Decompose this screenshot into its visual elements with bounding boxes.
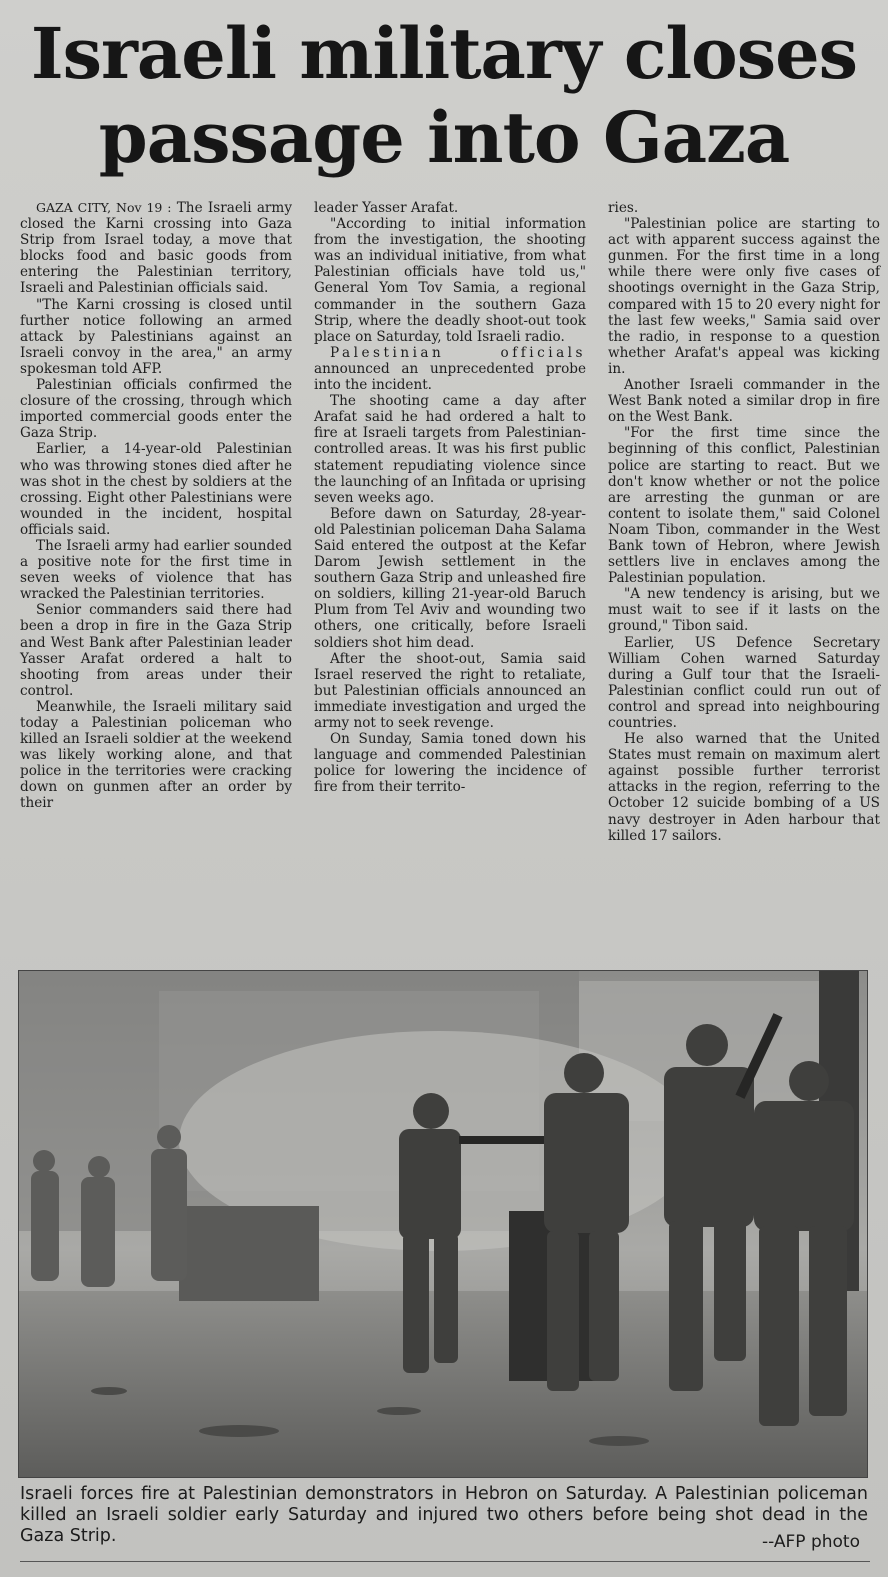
- article-column-2: [314, 200, 586, 968]
- paragraph-text: After the shoot-out, Samia said Israel reserved the right to retaliate, but Palestinian officials announced an immediate investigation and urged the army not to seek revenge.: [314, 650, 586, 731]
- article-paragraph: [20, 441, 292, 538]
- article-paragraph: [608, 200, 880, 216]
- paragraph-text: On Sunday, Samia toned down his language and commended Palestinian police for lowering the incidence of fire from their territo-: [314, 731, 586, 796]
- headline: [0, 12, 888, 180]
- article-paragraph: [608, 377, 880, 425]
- paragraph-text: "Palestinian police are starting to act with apparent success against the gunmen. For the first time in a long while there were only five cases of shootings overnight in the Gaza Strip, compared with 15 to 20 every night for the last few weeks," Samia said over the radio, in response to a question whether Arafat's appeal was kicking in.: [608, 216, 880, 377]
- article-column-1: [20, 200, 292, 968]
- article-paragraph: [314, 506, 586, 651]
- article-paragraph: [20, 377, 292, 441]
- article-paragraph: [314, 393, 586, 506]
- paragraph-text: Another Israeli commander in the West Bank noted a similar drop in fire on the West Bank.: [608, 377, 880, 426]
- article-paragraph: [314, 731, 586, 795]
- paragraph-text: "A new tendency is arising, but we must wait to see if it lasts on the ground," Tibon said.: [608, 586, 880, 635]
- article-paragraph: [20, 699, 292, 812]
- paragraph-text: announced an unprecedented probe into the incident.: [314, 360, 586, 394]
- paragraph-text: The Israeli army had earlier sounded a positive note for the first time in seven weeks of violence that has wracked the Palestinian territories.: [20, 537, 292, 603]
- headline-line-2: passage into Gaza: [98, 96, 790, 179]
- article-paragraph: [20, 538, 292, 602]
- paragraph-text: Earlier, a 14-year-old Palestinian who was throwing stones died after he was shot in the chest by soldiers at the crossing. Eight other Palestinians were wounded in the incident, hospital officials said.: [20, 441, 292, 538]
- article-paragraph: [608, 731, 880, 844]
- paragraph-text: Before dawn on Saturday, 28-year-old Palestinian policeman Daha Salama Said entered the outpost at the Kefar Darom Jewish settlement in the southern Gaza Strip and unleashed fire on soldiers, killing 21-year-old Baruch Plum from Tel Aviv and wounding two others, one critically, before Israeli soldiers shot him dead.: [314, 505, 587, 651]
- bottom-rule: [20, 1561, 870, 1562]
- dateline: GAZA CITY, Nov 19 :: [36, 200, 172, 215]
- paragraph-text: He also warned that the United States must remain on maximum alert against possible further terrorist attacks in the region, referring to the October 12 suicide bombing of a US navy destroyer in Aden harbour that killed 17 sailors.: [608, 731, 880, 844]
- paragraph-text: Senior commanders said there had been a drop in fire in the Gaza Strip and West Bank after Palestinian leader Yasser Arafat ordered a halt to shooting from areas under their control.: [20, 602, 292, 699]
- paragraph-text: Palestinian officials confirmed the closure of the crossing, through which imported commercial goods enter the Gaza Strip.: [20, 377, 292, 442]
- article-column-3: [608, 200, 880, 968]
- paragraph-text: "According to initial information from the investigation, the shooting was an individual initiative, from what Palestinian officials have told us," General Yom Tov Samia, a regional commander in the southern Gaza Strip, where the deadly shoot-out took place on Saturday, told Israeli radio.: [314, 216, 586, 345]
- article-paragraph: [608, 216, 880, 377]
- article-paragraph: [314, 216, 586, 345]
- paragraph-text: Meanwhile, the Israeli military said today a Palestinian policeman who killed an Israeli soldier at the weekend was likely working alone, and that police in the territories were cracking down on gunmen after an order by their: [20, 698, 292, 812]
- article-paragraph: [20, 200, 292, 297]
- article-paragraph: [20, 297, 292, 377]
- article-paragraph: [608, 586, 880, 634]
- spaced-lead: Palestinian officials: [330, 344, 586, 361]
- article-paragraph: [20, 602, 292, 699]
- paragraph-text: ries.: [608, 200, 639, 216]
- paragraph-text: The Israeli army closed the Karni crossing into Gaza Strip from Israel today, a move that blocks food and basic goods from entering the Palestinian territory, Israeli and Palestinian officials said.: [20, 200, 292, 297]
- article-paragraph: [314, 200, 586, 216]
- article-body: [20, 200, 882, 968]
- paragraph-text: The shooting came a day after Arafat said he had ordered a halt to fire at Israeli targets from Palestinian-controlled areas. It was his first public statement repudiating violence since the launching of an Infitada or uprising seven weeks ago.: [314, 393, 586, 506]
- article-paragraph: [314, 651, 586, 731]
- paragraph-text: "The Karni crossing is closed until further notice following an armed attack by Palestinians against an Israeli convoy in the area," an army spokesman told AFP.: [20, 296, 292, 377]
- paragraph-text: "For the first time since the beginning of this conflict, Palestinian police are starting to react. But we don't know whether or not the police are arresting the gunman or are content to isolate them," said Colonel Noam Tibon, commander in the West Bank town of Hebron, where Jewish settlers live in enclaves among the Palestinian population.: [608, 425, 880, 587]
- article-paragraph: [314, 345, 586, 393]
- article-paragraph: [608, 425, 880, 586]
- photo-credit: --AFP photo: [762, 1532, 860, 1552]
- paragraph-text: leader Yasser Arafat.: [314, 200, 459, 216]
- paragraph-text: Earlier, US Defence Secretary William Cohen warned Saturday during a Gulf tour that the Israeli-Palestinian conflict could run out of control and spread into neighbouring countries.: [608, 634, 880, 731]
- article-paragraph: [608, 635, 880, 732]
- headline-line-1: Israeli military closes: [30, 12, 858, 95]
- news-photo: [18, 970, 868, 1478]
- photo-caption: Israeli forces fire at Palestinian demonstrators in Hebron on Saturday. A Palestinian policeman killed an Israeli soldier early Saturday and injured two others before being shot dead in the Gaza Strip.: [20, 1484, 868, 1546]
